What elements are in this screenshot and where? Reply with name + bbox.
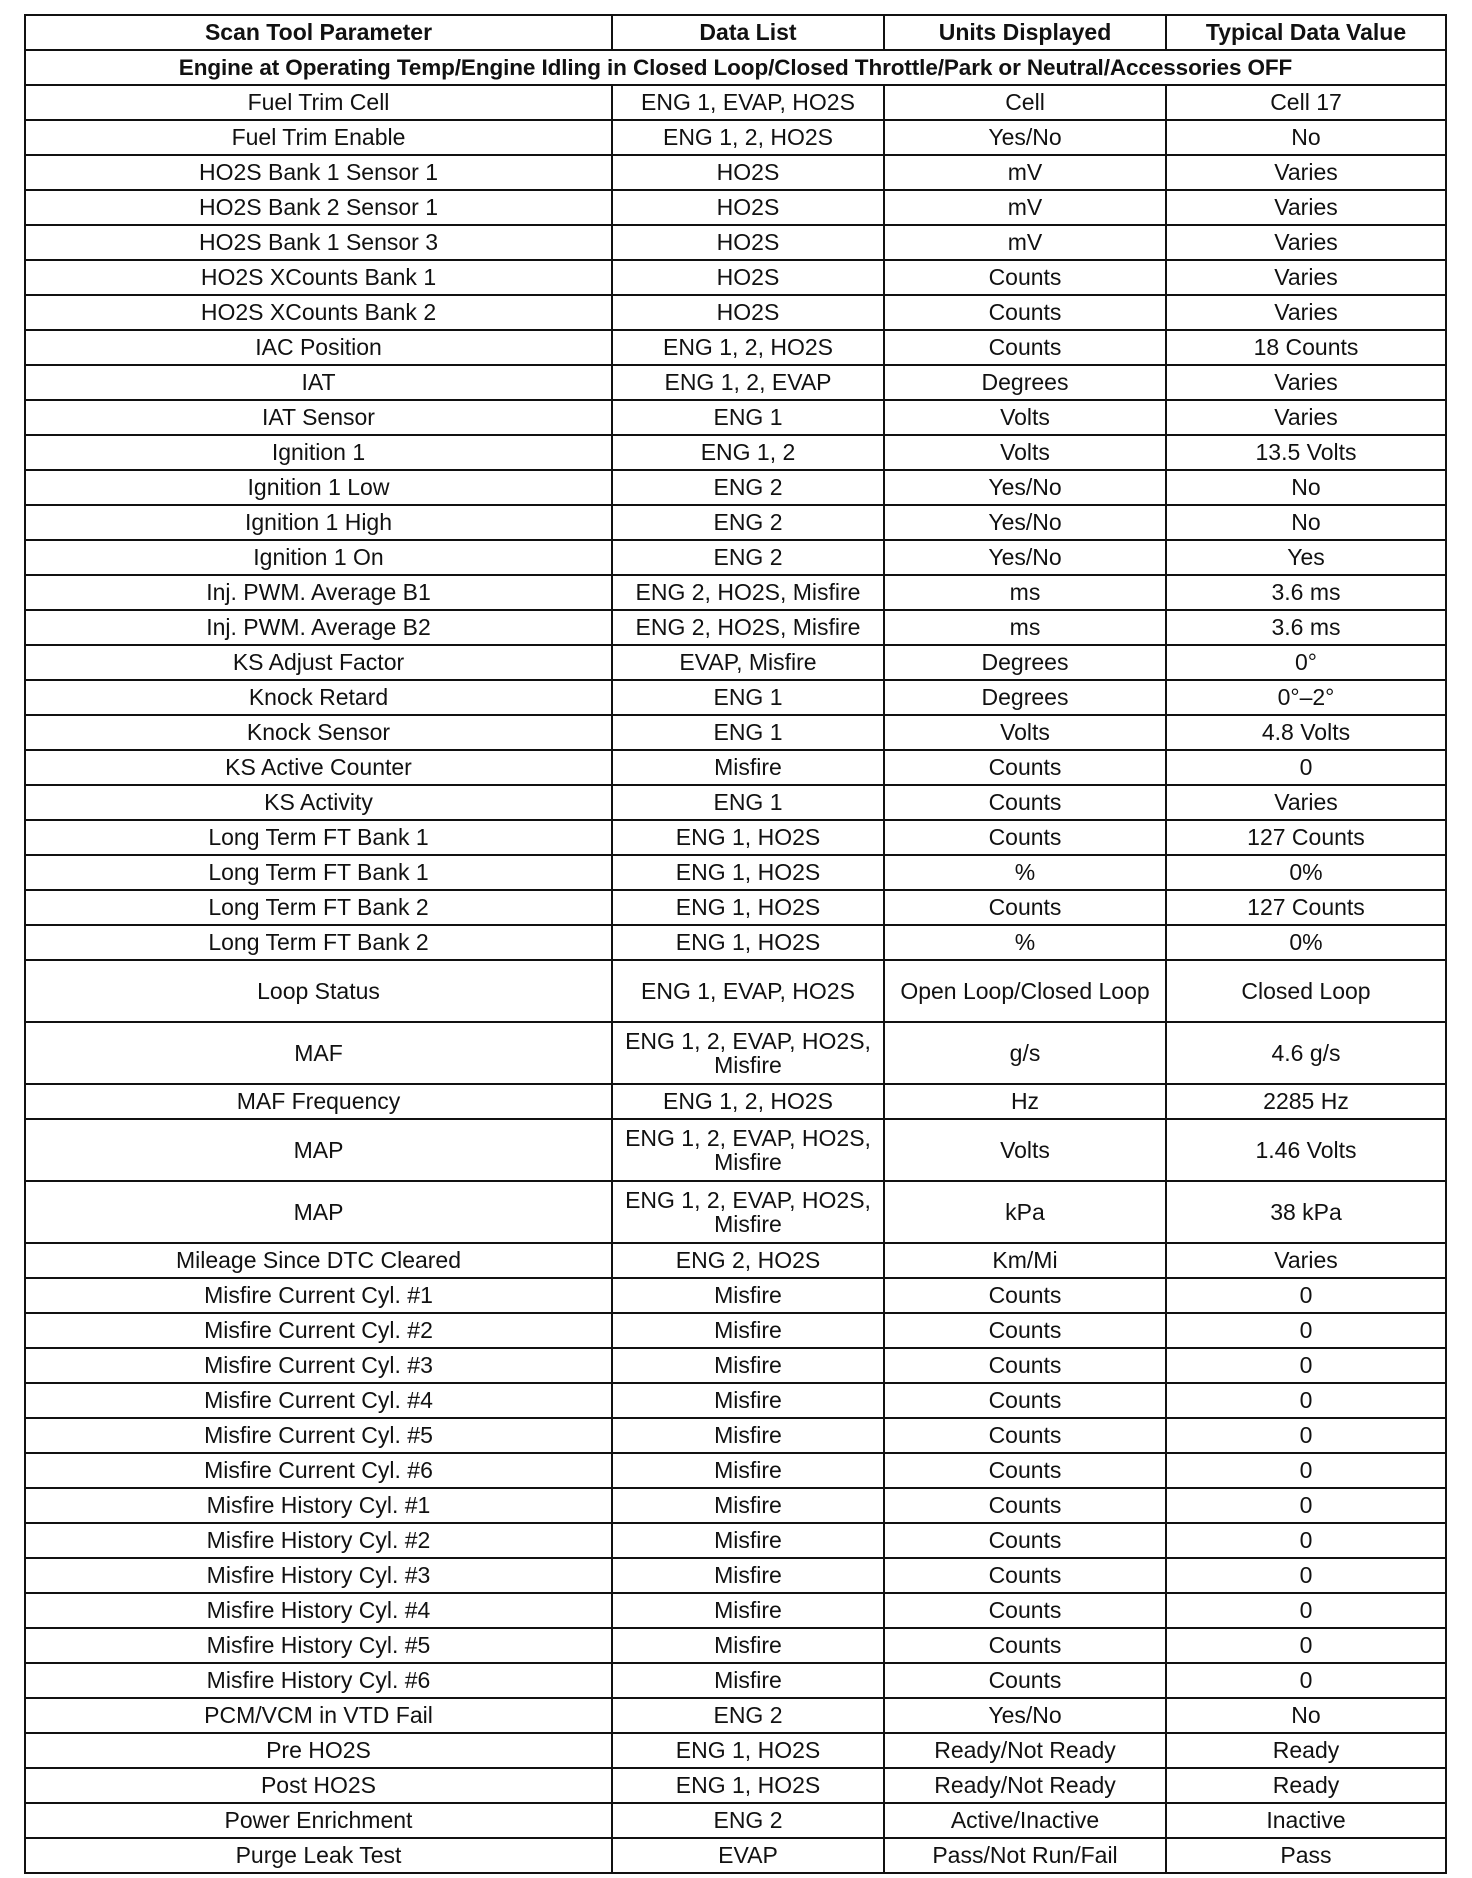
units-cell: Yes/No — [884, 1698, 1166, 1733]
units-cell: ms — [884, 610, 1166, 645]
units-cell: Hz — [884, 1084, 1166, 1119]
units-cell: Yes/No — [884, 540, 1166, 575]
data-list-cell: HO2S — [612, 190, 884, 225]
typical-value-cell: 2285 Hz — [1166, 1084, 1446, 1119]
units-cell: Degrees — [884, 365, 1166, 400]
data-list-cell: ENG 2 — [612, 540, 884, 575]
parameter-cell: Fuel Trim Cell — [25, 85, 612, 120]
parameter-cell: MAF Frequency — [25, 1084, 612, 1119]
data-list-cell: ENG 1 — [612, 400, 884, 435]
parameter-cell: Misfire History Cyl. #1 — [25, 1488, 612, 1523]
typical-value-cell: 38 kPa — [1166, 1181, 1446, 1243]
table-row — [25, 1383, 1446, 1418]
table-row — [25, 1733, 1446, 1768]
table-row — [25, 365, 1446, 400]
table-row — [25, 820, 1446, 855]
table-row — [25, 1348, 1446, 1383]
typical-value-cell: 0°–2° — [1166, 680, 1446, 715]
units-cell: % — [884, 855, 1166, 890]
typical-value-cell: 0 — [1166, 1523, 1446, 1558]
data-list-cell: Misfire — [612, 1348, 884, 1383]
units-cell: ms — [884, 575, 1166, 610]
typical-value-cell: No — [1166, 470, 1446, 505]
parameter-cell: Ignition 1 Low — [25, 470, 612, 505]
typical-value-cell: Pass — [1166, 1838, 1446, 1873]
parameter-cell: IAT Sensor — [25, 400, 612, 435]
data-list-cell: Misfire — [612, 1523, 884, 1558]
units-cell: Counts — [884, 1628, 1166, 1663]
units-cell: Counts — [884, 1418, 1166, 1453]
units-cell: Counts — [884, 890, 1166, 925]
table-row — [25, 750, 1446, 785]
parameter-cell: Misfire History Cyl. #5 — [25, 1628, 612, 1663]
table-row — [25, 1698, 1446, 1733]
parameter-cell: Misfire History Cyl. #2 — [25, 1523, 612, 1558]
typical-value-cell: 0 — [1166, 1558, 1446, 1593]
data-list-cell: ENG 1, 2 — [612, 435, 884, 470]
parameter-cell: KS Active Counter — [25, 750, 612, 785]
data-list-cell: Misfire — [612, 1453, 884, 1488]
table-row — [25, 960, 1446, 1022]
header-data-list: Data List — [612, 15, 884, 50]
parameter-cell: Misfire Current Cyl. #1 — [25, 1278, 612, 1313]
parameter-cell: Misfire History Cyl. #4 — [25, 1593, 612, 1628]
typical-value-cell: 3.6 ms — [1166, 610, 1446, 645]
typical-value-cell: 13.5 Volts — [1166, 435, 1446, 470]
table-row — [25, 1313, 1446, 1348]
units-cell: Counts — [884, 330, 1166, 365]
typical-value-cell: 3.6 ms — [1166, 575, 1446, 610]
parameter-cell: Misfire Current Cyl. #6 — [25, 1453, 612, 1488]
header-row — [25, 15, 1446, 50]
units-cell: kPa — [884, 1181, 1166, 1243]
parameter-cell: HO2S XCounts Bank 1 — [25, 260, 612, 295]
units-cell: mV — [884, 190, 1166, 225]
parameter-cell: Long Term FT Bank 1 — [25, 855, 612, 890]
parameter-cell: Knock Retard — [25, 680, 612, 715]
table-row — [25, 1628, 1446, 1663]
data-list-cell: HO2S — [612, 155, 884, 190]
table-row — [25, 785, 1446, 820]
table-row — [25, 155, 1446, 190]
parameter-cell: HO2S Bank 1 Sensor 3 — [25, 225, 612, 260]
data-list-cell: ENG 1, 2, EVAP, HO2S, Misfire — [612, 1022, 884, 1084]
data-list-cell: ENG 1, HO2S — [612, 855, 884, 890]
table-row — [25, 610, 1446, 645]
parameter-cell: MAP — [25, 1181, 612, 1243]
typical-value-cell: Ready — [1166, 1733, 1446, 1768]
data-list-cell: Misfire — [612, 750, 884, 785]
units-cell: Open Loop/Closed Loop — [884, 960, 1166, 1022]
table-row — [25, 855, 1446, 890]
table-row — [25, 680, 1446, 715]
typical-value-cell: 4.8 Volts — [1166, 715, 1446, 750]
units-cell: Pass/Not Run/Fail — [884, 1838, 1166, 1873]
data-list-cell: ENG 2, HO2S, Misfire — [612, 610, 884, 645]
typical-value-cell: Closed Loop — [1166, 960, 1446, 1022]
units-cell: % — [884, 925, 1166, 960]
table-row — [25, 470, 1446, 505]
units-cell: Counts — [884, 1383, 1166, 1418]
typical-value-cell: Inactive — [1166, 1803, 1446, 1838]
parameter-cell: Purge Leak Test — [25, 1838, 612, 1873]
operating-condition: Engine at Operating Temp/Engine Idling in Closed Loop/Closed Throttle/Park or Neutral/Accessories OFF — [25, 50, 1446, 85]
table-row — [25, 1084, 1446, 1119]
parameter-cell: HO2S Bank 1 Sensor 1 — [25, 155, 612, 190]
parameter-cell: Long Term FT Bank 2 — [25, 925, 612, 960]
table-body — [25, 50, 1446, 1873]
typical-value-cell: 0% — [1166, 925, 1446, 960]
data-list-cell: EVAP — [612, 1838, 884, 1873]
parameter-cell: Knock Sensor — [25, 715, 612, 750]
table-row — [25, 575, 1446, 610]
units-cell: Volts — [884, 715, 1166, 750]
header-scan-tool-parameter: Scan Tool Parameter — [25, 15, 612, 50]
parameter-cell: Misfire History Cyl. #3 — [25, 1558, 612, 1593]
typical-value-cell: 0 — [1166, 1383, 1446, 1418]
data-list-cell: ENG 1, HO2S — [612, 890, 884, 925]
parameter-cell: Mileage Since DTC Cleared — [25, 1243, 612, 1278]
units-cell: Ready/Not Ready — [884, 1733, 1166, 1768]
table-row — [25, 120, 1446, 155]
data-list-cell: ENG 2 — [612, 1698, 884, 1733]
parameter-cell: Misfire Current Cyl. #2 — [25, 1313, 612, 1348]
table-row — [25, 435, 1446, 470]
units-cell: Counts — [884, 785, 1166, 820]
parameter-cell: Ignition 1 On — [25, 540, 612, 575]
table-row — [25, 295, 1446, 330]
table-row — [25, 1022, 1446, 1084]
table-row — [25, 1181, 1446, 1243]
units-cell: Ready/Not Ready — [884, 1768, 1166, 1803]
units-cell: g/s — [884, 1022, 1166, 1084]
table-row — [25, 85, 1446, 120]
table-row — [25, 1558, 1446, 1593]
typical-value-cell: Varies — [1166, 225, 1446, 260]
units-cell: Yes/No — [884, 120, 1166, 155]
data-list-cell: ENG 1, HO2S — [612, 925, 884, 960]
table-row — [25, 1663, 1446, 1698]
data-list-cell: ENG 2, HO2S — [612, 1243, 884, 1278]
data-list-cell: ENG 1 — [612, 715, 884, 750]
typical-value-cell: 127 Counts — [1166, 890, 1446, 925]
table-row — [25, 925, 1446, 960]
table-row — [25, 1593, 1446, 1628]
units-cell: Counts — [884, 1278, 1166, 1313]
units-cell: Counts — [884, 260, 1166, 295]
data-list-cell: Misfire — [612, 1663, 884, 1698]
units-cell: Counts — [884, 1348, 1166, 1383]
units-cell: Active/Inactive — [884, 1803, 1166, 1838]
data-list-cell: ENG 1, HO2S — [612, 1733, 884, 1768]
data-list-cell: ENG 1, 2, HO2S — [612, 330, 884, 365]
typical-value-cell: 0 — [1166, 1488, 1446, 1523]
table-row — [25, 400, 1446, 435]
units-cell: Counts — [884, 820, 1166, 855]
scan-tool-data-table — [24, 14, 1447, 1874]
table-row — [25, 1838, 1446, 1873]
parameter-cell: Misfire History Cyl. #6 — [25, 1663, 612, 1698]
table-row — [25, 1418, 1446, 1453]
units-cell: Volts — [884, 1119, 1166, 1181]
parameter-cell: Misfire Current Cyl. #4 — [25, 1383, 612, 1418]
parameter-cell: MAF — [25, 1022, 612, 1084]
data-list-cell: Misfire — [612, 1383, 884, 1418]
data-list-cell: ENG 2 — [612, 505, 884, 540]
parameter-cell: Misfire Current Cyl. #3 — [25, 1348, 612, 1383]
parameter-cell: MAP — [25, 1119, 612, 1181]
parameter-cell: Power Enrichment — [25, 1803, 612, 1838]
parameter-cell: Inj. PWM. Average B1 — [25, 575, 612, 610]
data-list-cell: ENG 1 — [612, 785, 884, 820]
table-row — [25, 1768, 1446, 1803]
parameter-cell: Ignition 1 — [25, 435, 612, 470]
units-cell: Yes/No — [884, 470, 1166, 505]
units-cell: Counts — [884, 1558, 1166, 1593]
data-list-cell: ENG 1, 2, HO2S — [612, 120, 884, 155]
typical-value-cell: 4.6 g/s — [1166, 1022, 1446, 1084]
header-units-displayed: Units Displayed — [884, 15, 1166, 50]
units-cell: Volts — [884, 400, 1166, 435]
parameter-cell: Misfire Current Cyl. #5 — [25, 1418, 612, 1453]
data-list-cell: Misfire — [612, 1558, 884, 1593]
typical-value-cell: No — [1166, 1698, 1446, 1733]
data-list-cell: Misfire — [612, 1418, 884, 1453]
table-row — [25, 1243, 1446, 1278]
parameter-cell: Pre HO2S — [25, 1733, 612, 1768]
units-cell: Km/Mi — [884, 1243, 1166, 1278]
units-cell: Cell — [884, 85, 1166, 120]
typical-value-cell: 0 — [1166, 1348, 1446, 1383]
typical-value-cell: 18 Counts — [1166, 330, 1446, 365]
table-row — [25, 1523, 1446, 1558]
units-cell: Counts — [884, 750, 1166, 785]
data-list-cell: ENG 1, 2, EVAP, HO2S, Misfire — [612, 1119, 884, 1181]
data-list-cell: ENG 2 — [612, 1803, 884, 1838]
units-cell: mV — [884, 225, 1166, 260]
typical-value-cell: 0 — [1166, 1628, 1446, 1663]
units-cell: Degrees — [884, 680, 1166, 715]
units-cell: Counts — [884, 1313, 1166, 1348]
typical-value-cell: 0 — [1166, 1663, 1446, 1698]
parameter-cell: Inj. PWM. Average B2 — [25, 610, 612, 645]
units-cell: Counts — [884, 295, 1166, 330]
typical-value-cell: Ready — [1166, 1768, 1446, 1803]
parameter-cell: Loop Status — [25, 960, 612, 1022]
operating-condition-row — [25, 50, 1446, 85]
typical-value-cell: 0 — [1166, 1313, 1446, 1348]
parameter-cell: IAT — [25, 365, 612, 400]
parameter-cell: HO2S Bank 2 Sensor 1 — [25, 190, 612, 225]
typical-value-cell: Varies — [1166, 785, 1446, 820]
data-list-cell: HO2S — [612, 225, 884, 260]
units-cell: mV — [884, 155, 1166, 190]
data-list-cell: ENG 1, 2, EVAP, HO2S, Misfire — [612, 1181, 884, 1243]
data-list-cell: ENG 1 — [612, 680, 884, 715]
table-row — [25, 225, 1446, 260]
data-list-cell: ENG 2 — [612, 470, 884, 505]
data-list-cell: ENG 1, EVAP, HO2S — [612, 85, 884, 120]
parameter-cell: PCM/VCM in VTD Fail — [25, 1698, 612, 1733]
typical-value-cell: Varies — [1166, 155, 1446, 190]
typical-value-cell: Varies — [1166, 365, 1446, 400]
table-row — [25, 260, 1446, 295]
table-row — [25, 890, 1446, 925]
parameter-cell: Fuel Trim Enable — [25, 120, 612, 155]
table-row — [25, 540, 1446, 575]
typical-value-cell: No — [1166, 120, 1446, 155]
typical-value-cell: 0 — [1166, 1278, 1446, 1313]
data-list-cell: ENG 1, HO2S — [612, 1768, 884, 1803]
typical-value-cell: 1.46 Volts — [1166, 1119, 1446, 1181]
typical-value-cell: Varies — [1166, 260, 1446, 295]
parameter-cell: Post HO2S — [25, 1768, 612, 1803]
typical-value-cell: 0 — [1166, 1453, 1446, 1488]
table-row — [25, 330, 1446, 365]
units-cell: Volts — [884, 435, 1166, 470]
parameter-cell: KS Adjust Factor — [25, 645, 612, 680]
data-list-cell: Misfire — [612, 1313, 884, 1348]
table-row — [25, 505, 1446, 540]
header-typical-data-value: Typical Data Value — [1166, 15, 1446, 50]
table-row — [25, 1278, 1446, 1313]
table-row — [25, 190, 1446, 225]
units-cell: Counts — [884, 1523, 1166, 1558]
data-list-cell: Misfire — [612, 1628, 884, 1663]
table-row — [25, 1453, 1446, 1488]
data-list-cell: Misfire — [612, 1488, 884, 1523]
data-list-cell: HO2S — [612, 260, 884, 295]
parameter-cell: IAC Position — [25, 330, 612, 365]
parameter-cell: Long Term FT Bank 1 — [25, 820, 612, 855]
parameter-cell: KS Activity — [25, 785, 612, 820]
units-cell: Counts — [884, 1593, 1166, 1628]
table-row — [25, 1119, 1446, 1181]
data-list-cell: Misfire — [612, 1278, 884, 1313]
typical-value-cell: 0 — [1166, 1418, 1446, 1453]
data-list-cell: Misfire — [612, 1593, 884, 1628]
typical-value-cell: Varies — [1166, 400, 1446, 435]
parameter-cell: HO2S XCounts Bank 2 — [25, 295, 612, 330]
typical-value-cell: 0 — [1166, 750, 1446, 785]
parameter-cell: Ignition 1 High — [25, 505, 612, 540]
table-row — [25, 1488, 1446, 1523]
units-cell: Counts — [884, 1663, 1166, 1698]
data-list-cell: ENG 2, HO2S, Misfire — [612, 575, 884, 610]
typical-value-cell: Varies — [1166, 1243, 1446, 1278]
typical-value-cell: 0° — [1166, 645, 1446, 680]
typical-value-cell: Cell 17 — [1166, 85, 1446, 120]
units-cell: Degrees — [884, 645, 1166, 680]
data-list-cell: EVAP, Misfire — [612, 645, 884, 680]
units-cell: Counts — [884, 1488, 1166, 1523]
parameter-cell: Long Term FT Bank 2 — [25, 890, 612, 925]
data-list-cell: ENG 1, EVAP, HO2S — [612, 960, 884, 1022]
data-list-cell: ENG 1, HO2S — [612, 820, 884, 855]
table-row — [25, 1803, 1446, 1838]
typical-value-cell: Varies — [1166, 295, 1446, 330]
typical-value-cell: No — [1166, 505, 1446, 540]
units-cell: Counts — [884, 1453, 1166, 1488]
typical-value-cell: Yes — [1166, 540, 1446, 575]
typical-value-cell: 0% — [1166, 855, 1446, 890]
typical-value-cell: Varies — [1166, 190, 1446, 225]
table-row — [25, 645, 1446, 680]
units-cell: Yes/No — [884, 505, 1166, 540]
table-row — [25, 715, 1446, 750]
data-list-cell: HO2S — [612, 295, 884, 330]
typical-value-cell: 127 Counts — [1166, 820, 1446, 855]
data-list-cell: ENG 1, 2, EVAP — [612, 365, 884, 400]
typical-value-cell: 0 — [1166, 1593, 1446, 1628]
data-list-cell: ENG 1, 2, HO2S — [612, 1084, 884, 1119]
